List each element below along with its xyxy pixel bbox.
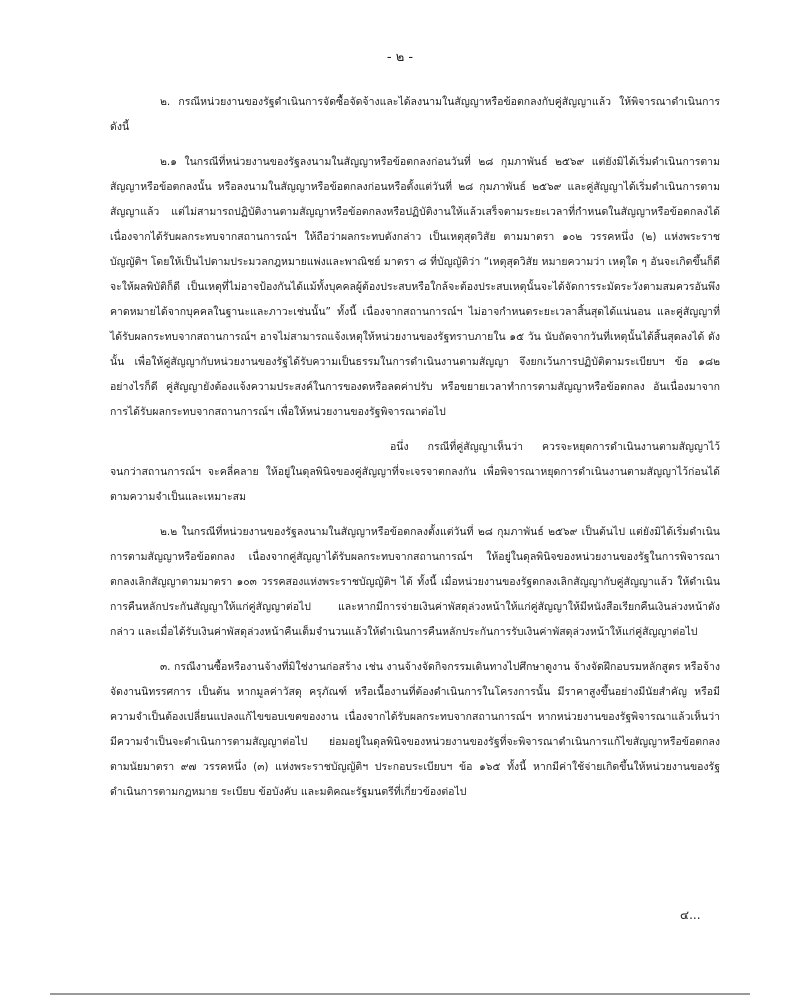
paragraph-section-3: ๓. กรณีงานซื้อหรืองานจ้างที่มิใช่งานก่อสร้าง เช่น งานจ้างจัดกิจกรรมเดินทางไปศึกษาดูงาน จ้างจัดฝึกอบรมหลักสูตร หรือจ้างจัดงานนิทรรศการ เป็นต้น หากมูลค่าวัสดุ ครุภัณฑ์ หรือเนื้องานที่ต้องดำเนินการในโครงการนั้น มีราคาสูงขึ้นอย่างมีนัยสำคัญ หรือมีความจำเป็นต้องเปลี่ยนแปลงแก้ไขขอบเขตของงาน เนื่องจากได้รับผลกระทบจากสถานการณ์ฯ หากหน่วยงานของรัฐพิจารณาแล้วเห็นว่า มีความจำเป็นจะดำเนินการตามสัญญาต่อไป ย่อมอยู่ในดุลพินิจของหน่วยงานของรัฐที่จะพิจารณาดำเนินการแก้ไขสัญญาหรือข้อตกลงตามนัยมาตรา ๙๗ วรรคหนึ่ง (๓) แห่งพระราชบัญญัติฯ ประกอบระเบียบฯ ข้อ ๑๖๕ ทั้งนี้ หากมีค่าใช้จ่ายเกิดขึ้นให้หน่วยงานของรัฐดำเนินการตามกฎหมาย ระเบียบ ข้อบังคับ และมติคณะรัฐมนตรีที่เกี่ยวข้องต่อไป: [110, 661, 720, 798]
paragraph-section-2-2: ๒.๒ ในกรณีที่หน่วยงานของรัฐลงนามในสัญญาหรือข้อตกลงตั้งแต่วันที่ ๒๘ กุมภาพันธ์ ๒๕๖๙ เป็นต้นไป แต่ยังมิได้เริ่มดำเนินการตามสัญญาหรือข้อตกลง เนื่องจากคู่สัญญาได้รับผลกระทบจากสถานการณ์ฯ ให้อยู่ในดุลพินิจของหน่วยงานของรัฐในการพิจารณาตกลงเลิกสัญญาตามมาตรา ๑๐๓ วรรคสองแห่งพระราชบัญญัติฯ ได้ ทั้งนี้ เมื่อหน่วยงานของรัฐตกลงเลิกสัญญากับคู่สัญญาแล้ว ให้ดำเนินการคืนหลักประกันสัญญาให้แก่คู่สัญญาต่อไป และหากมีการจ่ายเงินค่าพัสดุล่วงหน้าให้แก่คู่สัญญาให้มีหนังสือเรียกคืนเงินล่วงหน้าดังกล่าว และเมื่อได้รับเงินค่าพัสดุล่วงหน้าคืนเต็มจำนวนแล้วให้ดำเนินการคืนหลักประกันการรับเงินค่าพัสดุล่วงหน้าให้แก่คู่สัญญาต่อไป: [110, 526, 720, 638]
paragraph-section-2-1: ๒.๑ ในกรณีที่หน่วยงานของรัฐลงนามในสัญญาหรือข้อตกลงก่อนวันที่ ๒๘ กุมภาพันธ์ ๒๕๖๙ แต่ยังมิได้เริ่มดำเนินการตามสัญญาหรือข้อตกลงนั้น หรือลงนามในสัญญาหรือข้อตกลงก่อนหรือตั้งแต่วันที่ ๒๘ กุมภาพันธ์ ๒๕๖๙ และคู่สัญญาได้เริ่มดำเนินการตามสัญญาแล้ว แต่ไม่สามารถปฏิบัติงานตามสัญญาหรือข้อตกลงหรือปฏิบัติงานให้แล้วเสร็จตามระยะเวลาที่กำหนดในสัญญาหรือข้อตกลงได้ เนื่องจากได้รับผลกระทบจากสถานการณ์ฯ ให้ถือว่าผลกระทบดังกล่าว เป็นเหตุสุดวิสัย ตามมาตรา ๑๐๒ วรรคหนึ่ง (๒) แห่งพระราชบัญญัติฯ โดยให้เป็นไปตามประมวลกฎหมายแพ่งและพาณิชย์ มาตรา ๘ ที่บัญญัติว่า “เหตุสุดวิสัย หมายความว่า เหตุใด ๆ อันจะเกิดขึ้นก็ดี จะให้ผลพิบัติก็ดี เป็นเหตุที่ไม่อาจป้องกันได้แม้ทั้งบุคคลผู้ต้องประสบหรือใกล้จะต้องประสบเหตุนั้นจะได้จัดการระมัดระวังตามสมควรอันพึงคาดหมายได้จากบุคคลในฐานะและภาวะเช่นนั้น” ทั้งนี้ เนื่องจากสถานการณ์ฯ ไม่อาจกำหนดระยะเวลาสิ้นสุดได้แน่นอน และคู่สัญญาที่ได้รับผลกระทบจากสถานการณ์ฯ อาจไม่สามารถแจ้งเหตุให้หน่วยงานของรัฐทราบภายใน ๑๕ วัน นับถัดจากวันที่เหตุนั้นได้สิ้นสุดลงได้ ดังนั้น เพื่อให้คู่สัญญากับหน่วยงานของรัฐได้รับความเป็นธรรมในการดำเนินงานตามสัญญา จึงยกเว้นการปฏิบัติตามระเบียบฯ ข้อ ๑๘๒ อย่างไรก็ดี คู่สัญญายังต้องแจ้งความประสงค์ในการของดหรือลดค่าปรับ หรือขยายเวลาทำการตามสัญญาหรือข้อตกลง อันเนื่องมาจากการได้รับผลกระทบจากสถานการณ์ฯ เพื่อให้หน่วยงานของรัฐพิจารณาต่อไป: [110, 156, 720, 418]
paragraph-additional-note: อนึ่ง กรณีที่คู่สัญญาเห็นว่า ควรจะหยุดการดำเนินงานตามสัญญาไว้จนกว่าสถานการณ์ฯ จะคลี่คลาย ให้อยู่ในดุลพินิจของคู่สัญญาที่จะเจรจาตกลงกัน เพื่อพิจารณาหยุดการดำเนินงานตามสัญญาไว้ก่อนได้ตามความจำเป็นและเหมาะสม: [110, 441, 720, 503]
continuation-marker: ๔...: [680, 908, 701, 922]
page-number: - ๒ -: [386, 50, 414, 65]
document-body: [110, 90, 720, 815]
scan-edge-line: [50, 993, 750, 995]
paragraph-section-2: ๒. กรณีหน่วยงานของรัฐดำเนินการจัดซื้อจัดจ้างและได้ลงนามในสัญญาหรือข้อตกลงกับคู่สัญญาแล้ว ให้พิจารณาดำเนินการ ดังนี้: [110, 96, 720, 133]
